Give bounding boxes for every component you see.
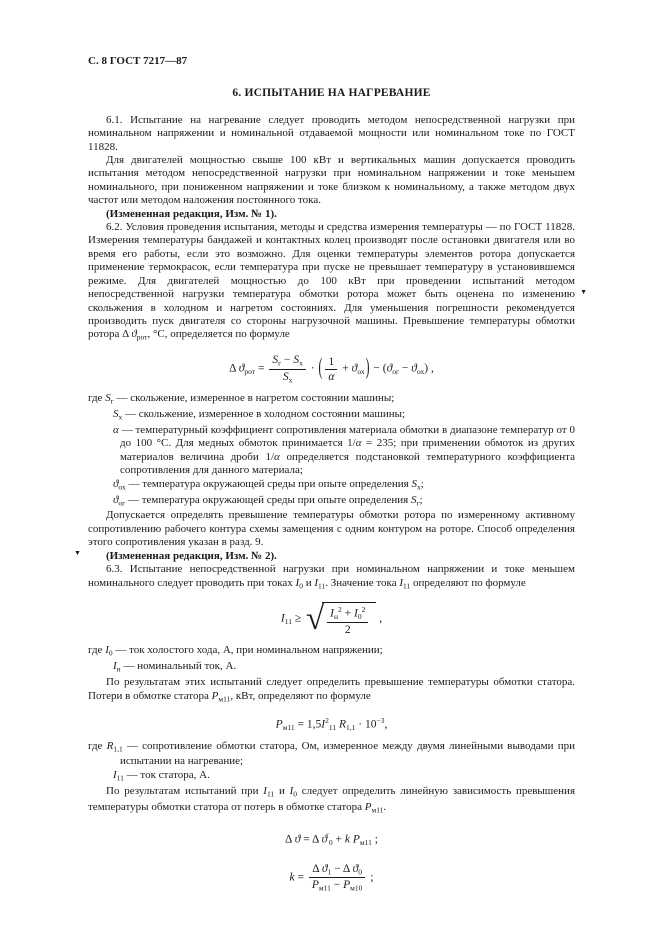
paragraph-linear-dependence: По результатам испытаний при $I_{11}$ и $I_0$ следует определить линейную зависимость превышения температуры обмотки статора от потерь в обмотке статора $P_{м11}$. — [88, 784, 575, 815]
definition-item: $I_{11}$ — ток статора, А. — [113, 768, 210, 783]
definition-item: где $R_{1,1}$ — сопротивление обмотки статора, Ом, измеренное между двумя линейными выводами при испытании на нагревание; — [88, 739, 575, 768]
amendment-note-2: (Измененная редакция, Изм. № 2). — [106, 549, 277, 562]
formula-rotor-temperature-rise: Δ $ϑ_{рот}$ = $\frac{S_г - S_х}{S_х}$ · ( $\frac{1}{\alpha}$ + $ϑ_{ох}) - (ϑ_{ог} - ϑ_{ох})$ , — [229, 354, 434, 385]
change-marker-icon: ▼ — [74, 549, 81, 557]
definition-list-1 — [88, 392, 575, 509]
section-title: 6. ИСПЫТАНИЕ НА НАГРЕВАНИЕ — [232, 87, 431, 100]
definition-item: α — температурный коэффициент сопротивления материала обмотки в диапазоне температур от 0 до 100 °С. Для медных обмоток принимается 1/α = 235; при применении обмоток из других материалов величина дроби 1/α определяется подстановкой температурного коэффициента сопротивления для данного материала; — [113, 424, 575, 477]
paragraph-6-1: 6.1. Испытание на нагревание следует проводить методом непосредственной нагрузки при номинальном напряжении и номинальной отдаваемой мощности или номинальном токе по ГОСТ 11828. — [88, 113, 575, 153]
definition-list-2 — [88, 644, 575, 676]
formula-stator-losses: $P_{м11} = 1,5I^2_{11}$ $R_{1,1} \cdot 10^{-3}$, — [275, 715, 388, 732]
definition-item: $ϑ_{ох}$ — температура окружающей среды при опыте определения $S_х$; — [113, 477, 424, 492]
definition-item: $S_х$ — скольжение, измеренное в холодном состоянии машины; — [113, 408, 406, 422]
running-header: С. 8 ГОСТ 7217—87 — [88, 55, 188, 67]
formula-temperature-linear: Δ ϑ = Δ $ϑ'_0 + k$ $P_{м11}$ ; — [285, 830, 378, 847]
formula-current-i11: $I_{11}$ ≥ √ $\frac{I_н^2 + I_0^2}{2}$ , — [280, 600, 383, 637]
paragraph-stator-losses: По результатам этих испытаний следует определить превышение температуры обмотки статора. Потери в обмотке статора $P_{м11}$, кВт, определяют по формуле — [88, 676, 575, 704]
paragraph-6-2: 6.2. Условия проведения испытания, методы и средства измерения температуры — по ГОСТ 11828. Измерения температуры бандажей и контактных колец производят после остановки двигателя или во время его работы, если это возможно. Для оценки температуры элементов ротора допускается применение термокрасок, если температура при пуске не превышает температуру в установившемся режиме. Для двигателей мощностью до 100 кВт при проведении испытаний методом непосредственной нагрузки температура обмотки ротора может быть оценена по изменению скольжения в холодном и нагретом состояниях. Для уменьшения погрешности рекомендуется производить пуск двигателя со стороны нагрузочной машины. Превышение температуры обмотки ротора Δ $ϑ_{рот}$, °С, определяется по формуле — [88, 221, 575, 342]
definition-item: $ϑ_{ог}$ — температура окружающей среды при опыте определения $S_г$; — [113, 493, 423, 508]
amendment-note-1: (Измененная редакция, Изм. № 1). — [106, 207, 277, 220]
paragraph-6-1-continued: Для двигателей мощностью свыше 100 кВт и вертикальных машин допускается проводить испытания методом непосредственной нагрузки при номинальном напряжении и токе меньшем номинального, при пониженном напряжении и токе близком к номинальному, а также методом двух частот или методом наложения постоянного тока. — [88, 154, 575, 207]
paragraph-6-3: 6.3. Испытание непосредственной нагрузки при номинальном напряжении и токе меньшем номинального следует проводить при токах $I_0$ и $I_{11}$. Значение тока $I_{11}$ определяют по формуле — [88, 563, 575, 590]
definition-item: $I_н$ — номинальный ток, А. — [113, 660, 237, 674]
definition-item: где $S_г$ — скольжение, измеренное в нагретом состоянии машины; — [88, 392, 395, 406]
definition-list-3 — [88, 740, 575, 785]
paragraph-rotor-resistance: Допускается определять превышение температуры обмотки ротора по измеренному активному сопротивлению рабочего контура схемы замещения с одним контуром на роторе. Способ определения этого сопротивления указан в разд. 9. — [88, 509, 575, 549]
definition-item: где $I_0$ — ток холостого хода, А, при номинальном напряжении; — [88, 644, 383, 658]
formula-coefficient-k: k = $\frac{\Delta ϑ_1 - \Delta ϑ_0}{P_{м11} - P_{м10}}$ ; — [289, 862, 374, 893]
change-marker-icon: ▼ — [580, 288, 587, 296]
